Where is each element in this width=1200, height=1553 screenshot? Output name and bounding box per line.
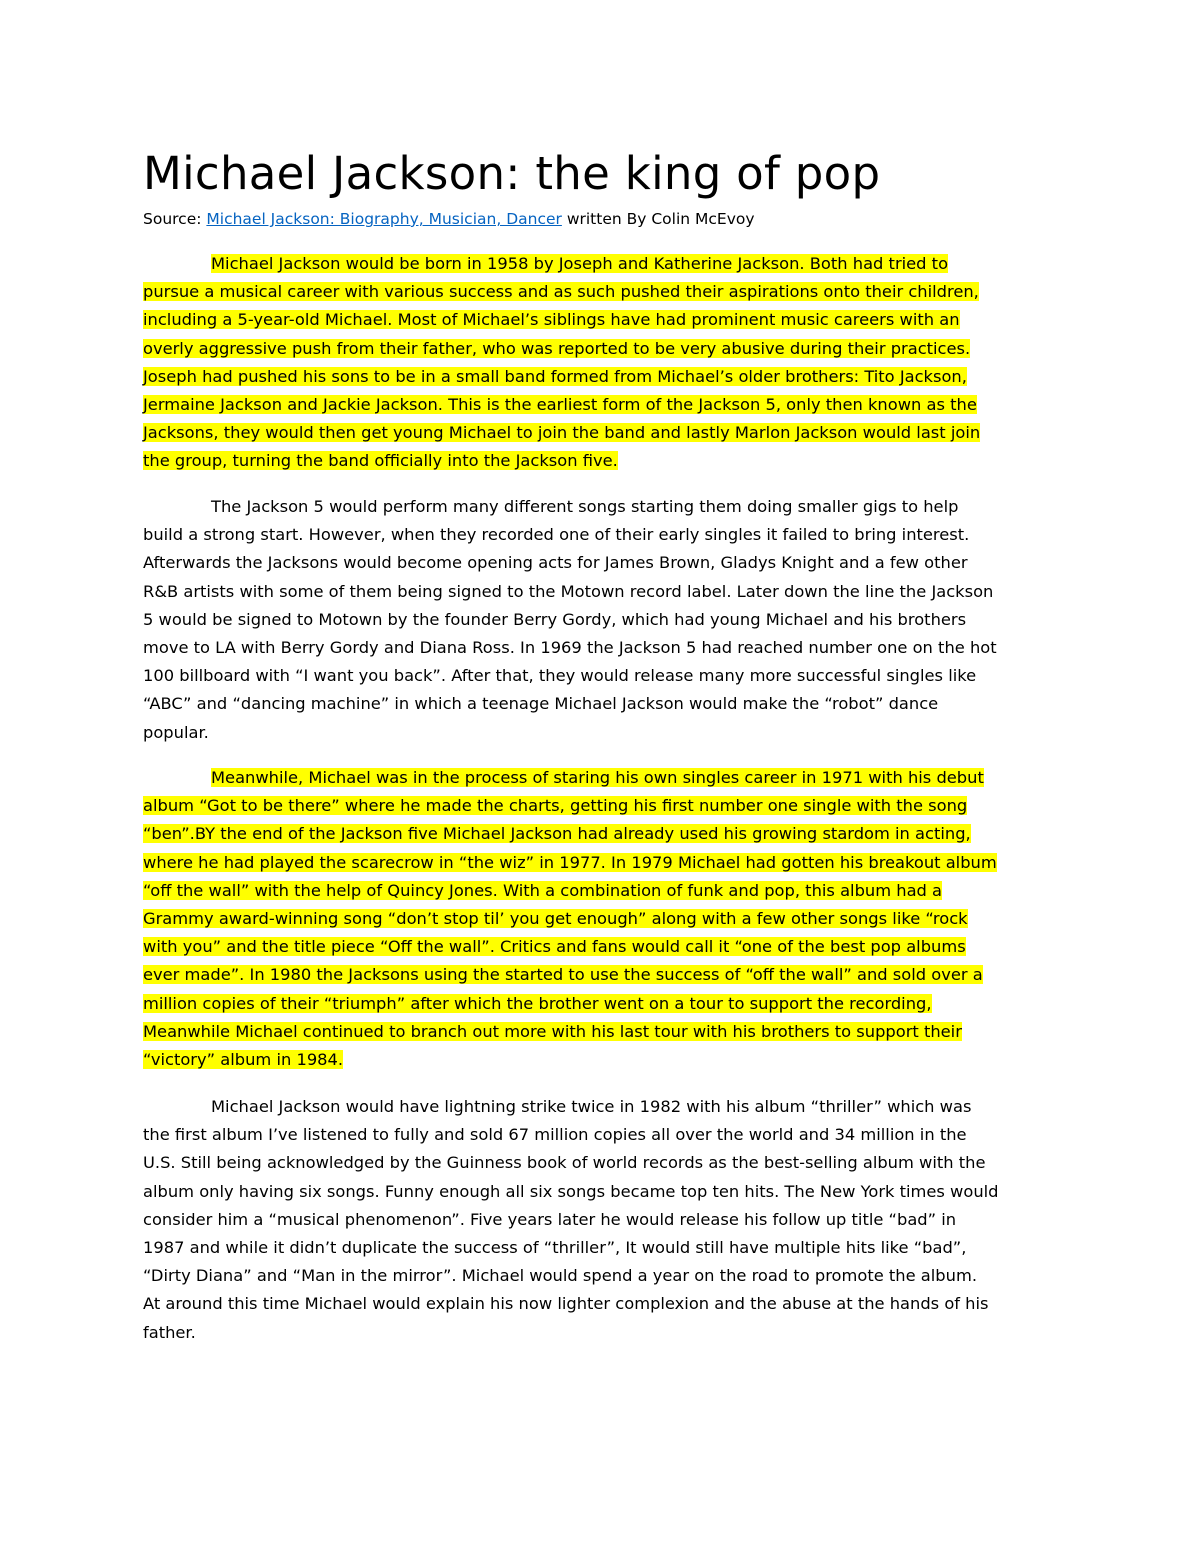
paragraph-line <box>143 1018 1058 1046</box>
line-text: “ben”.BY the end of the Jackson five Michael Jackson had already used his growing stardom in acting, <box>143 824 971 844</box>
paragraph-line <box>143 849 1058 877</box>
line-text: overly aggressive push from their father, who was reported to be very abusive during their practices. <box>143 338 971 358</box>
paragraph-line <box>143 820 1058 848</box>
line-text: popular. <box>143 722 209 742</box>
line-text: build a strong start. However, when they recorded one of their early singles it failed to bring interest. <box>143 525 970 545</box>
paragraph-line <box>143 662 1058 690</box>
line-text: “Dirty Diana” and “Man in the mirror”. Michael would spend a year on the road to promote the album. <box>143 1266 977 1286</box>
line-text: Meanwhile Michael continued to branch out more with his last tour with his brothers to support their <box>143 1021 962 1041</box>
line-text: including a 5-year-old Michael. Most of Michael’s siblings have had prominent music careers with an <box>143 310 960 330</box>
paragraph-3 <box>143 764 1058 1074</box>
line-text: where he had played the scarecrow in “the wiz” in 1977. In 1979 Michael had gotten his breakout album <box>143 852 997 872</box>
paragraph-line <box>143 578 1058 606</box>
paragraph-line <box>143 990 1058 1018</box>
line-text: U.S. Still being acknowledged by the Guinness book of world records as the best-selling album with the <box>143 1153 986 1173</box>
document-title: Michael Jackson: the king of pop <box>143 147 881 200</box>
line-text: Joseph had pushed his sons to be in a small band formed from Michael’s older brothers: Tito Jackson, <box>143 366 967 386</box>
line-text: pursue a musical career with various success and as such pushed their aspirations onto their children, <box>143 282 979 302</box>
line-text: “off the wall” with the help of Quincy Jones. With a combination of funk and pop, this album had a <box>143 880 943 900</box>
line-text: the group, turning the band officially into the Jackson five. <box>143 451 618 471</box>
line-text: Michael Jackson would be born in 1958 by Joseph and Katherine Jackson. Both had tried to <box>211 254 949 273</box>
paragraph-line <box>143 306 1058 334</box>
line-text: father. <box>143 1322 196 1342</box>
paragraph-line <box>143 335 1058 363</box>
line-text: Meanwhile, Michael was in the process of staring his own singles career in 1971 with his debut <box>211 768 984 787</box>
line-text: R&B artists with some of them being signed to the Motown record label. Later down the line the Jackson <box>143 581 994 601</box>
line-text: 5 would be signed to Motown by the founder Berry Gordy, which had young Michael and his brothers <box>143 609 967 629</box>
paragraph-line <box>143 792 1058 820</box>
line-text: the first album I’ve listened to fully and sold 67 million copies all over the world and 34 million in the <box>143 1125 967 1145</box>
paragraph-line <box>143 1234 1058 1262</box>
paragraph-line <box>143 1206 1058 1234</box>
paragraph-line <box>143 1178 1058 1206</box>
line-text: Grammy award-winning song “don’t stop til’ you get enough” along with a few other songs like “rock <box>143 909 968 929</box>
paragraph-line <box>143 419 1058 447</box>
paragraph-line <box>143 719 1058 747</box>
line-text: ever made”. In 1980 the Jacksons using the started to use the success of “off the wall” and sold over a <box>143 965 983 985</box>
paragraph-line <box>143 549 1058 577</box>
line-text: Michael Jackson would have lightning strike twice in 1982 with his album “thriller” which was <box>211 1097 972 1116</box>
paragraph-line <box>143 250 1058 278</box>
paragraph-line <box>143 690 1058 718</box>
paragraph-1 <box>143 250 1058 476</box>
paragraph-line <box>143 606 1058 634</box>
line-text: with you” and the title piece “Off the wall”. Critics and fans would call it “one of the best pop albums <box>143 937 966 957</box>
paragraph-line <box>143 1319 1058 1347</box>
paragraph-line <box>143 905 1058 933</box>
line-text: The Jackson 5 would perform many different songs starting them doing smaller gigs to help <box>211 497 959 516</box>
line-text: At around this time Michael would explain his now lighter complexion and the abuse at the hands of his <box>143 1294 989 1314</box>
paragraph-line <box>143 1093 1058 1121</box>
source-prefix: Source: <box>143 210 207 228</box>
paragraph-line <box>143 1046 1058 1074</box>
line-text: move to LA with Berry Gordy and Diana Ross. In 1969 the Jackson 5 had reached number one on the hot <box>143 638 997 658</box>
source-link[interactable]: Michael Jackson: Biography, Musician, Dancer <box>206 210 562 228</box>
line-text: Jermaine Jackson and Jackie Jackson. This is the earliest form of the Jackson 5, only then known as the <box>143 395 977 415</box>
paragraph-line <box>143 1290 1058 1318</box>
paragraph-line <box>143 391 1058 419</box>
line-text: album only having six songs. Funny enough all six songs became top ten hits. The New York times would <box>143 1181 999 1201</box>
paragraph-line <box>143 961 1058 989</box>
source-suffix: written By Colin McEvoy <box>561 210 755 228</box>
line-text: “ABC” and “dancing machine” in which a teenage Michael Jackson would make the “robot” dance <box>143 694 939 714</box>
paragraph-line <box>143 447 1058 475</box>
paragraph-2 <box>143 493 1058 747</box>
line-text: consider him a “musical phenomenon”. Five years later he would release his follow up title “bad” in <box>143 1209 957 1229</box>
paragraph-line <box>143 877 1058 905</box>
paragraph-line <box>143 1149 1058 1177</box>
paragraph-line <box>143 521 1058 549</box>
source-line <box>143 207 755 231</box>
line-text: album “Got to be there” where he made the charts, getting his first number one single with the song <box>143 796 968 816</box>
paragraph-line <box>143 933 1058 961</box>
paragraph-line <box>143 363 1058 391</box>
line-text: Jacksons, they would then get young Michael to join the band and lastly Marlon Jackson would last join <box>143 423 981 443</box>
paragraph-line <box>143 764 1058 792</box>
paragraph-4 <box>143 1093 1058 1347</box>
paragraph-line <box>143 1121 1058 1149</box>
paragraph-line <box>143 493 1058 521</box>
line-text: “victory” album in 1984. <box>143 1050 344 1070</box>
line-text: 100 billboard with “I want you back”. After that, they would release many more successful singles like <box>143 666 977 686</box>
line-text: million copies of their “triumph” after which the brother went on a tour to support the recording, <box>143 993 932 1013</box>
paragraph-line <box>143 634 1058 662</box>
line-text: 1987 and while it didn’t duplicate the success of “thriller”, It would still have multiple hits like “bad”, <box>143 1238 967 1258</box>
paragraph-line <box>143 278 1058 306</box>
paragraph-line <box>143 1262 1058 1290</box>
line-text: Afterwards the Jacksons would become opening acts for James Brown, Gladys Knight and a few other <box>143 553 968 573</box>
